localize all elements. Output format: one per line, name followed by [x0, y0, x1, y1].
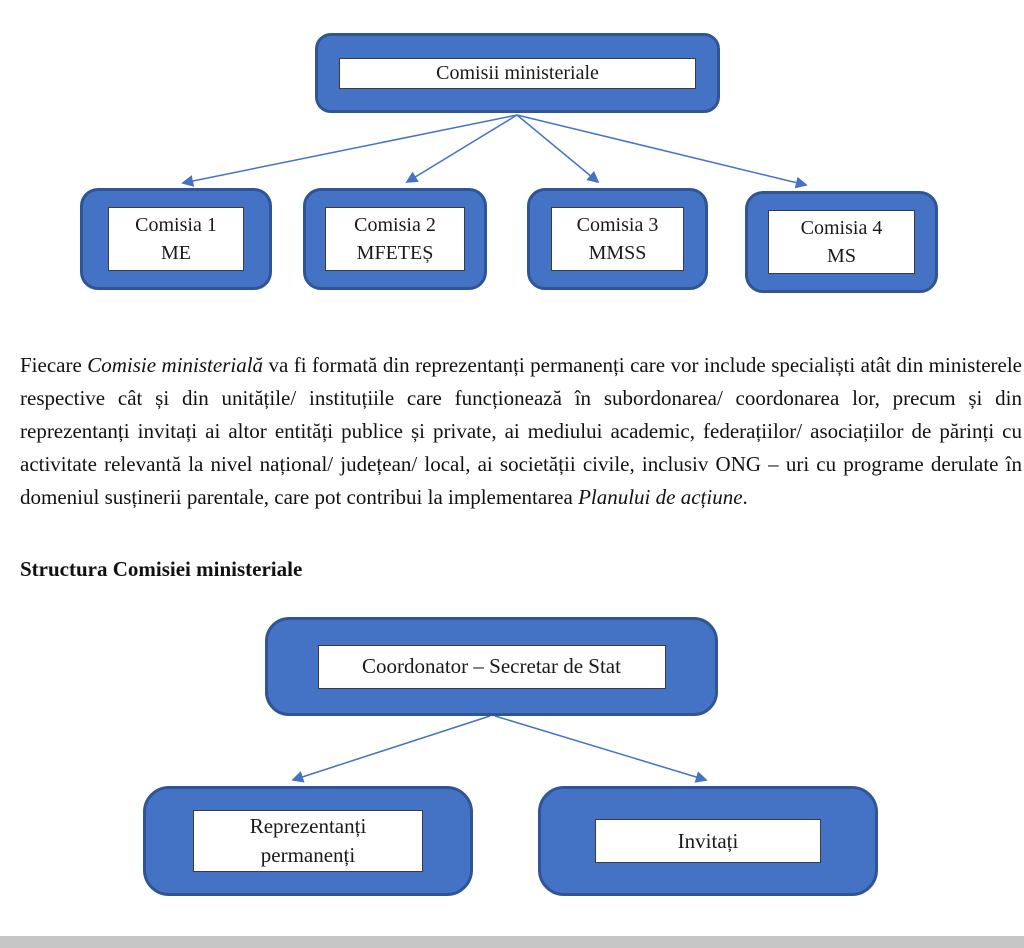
diagram2-child-inner-1 [193, 810, 423, 872]
diagram2-arrows [293, 716, 706, 780]
diagram1-child-inner-3 [551, 207, 684, 271]
diagram2-child2-line1: Invitați [677, 828, 739, 853]
diagram1-child4-line2: MS [827, 245, 856, 267]
paragraph-italic2: Planului de acțiune [578, 485, 743, 509]
diagram2-child-box-2 [538, 786, 878, 896]
diagram1-child3-line1: Comisia 3 [576, 214, 659, 236]
diagram1-child-inner-4 [768, 210, 915, 274]
section-heading: Structura Comisiei ministeriale [20, 557, 303, 581]
diagram1-child1-line2: ME [161, 242, 191, 264]
diagram1-child-box-4 [745, 191, 938, 293]
diagram1-child-box-3 [527, 188, 708, 290]
body-paragraph [20, 349, 1022, 514]
diagram2-root-box [265, 617, 718, 716]
diagram1-root-label: Comisii ministeriale [436, 61, 599, 84]
diagram1-child-inner-2 [325, 207, 465, 271]
paragraph-part2: va fi formată din reprezentanți permanenți care vor include specialiști atât din ministerele respective cât și din unitățile/ instituțiile care funcționează în subordonarea/ coordonarea lor, precum și din reprezentanți invitați ai altor entități publice și private, ai mediului academic, federațiilor/ asociațiilor de părinți cu activitate relevantă la nivel național/ județean/ local, ai societății civile, inclusiv ONG – uri cu programe derulate în domeniul susținerii parentale, care pot contribui la implementarea [20, 353, 1022, 509]
diagram1-child3-line2: MMSS [588, 242, 647, 264]
paragraph-part1: Fiecare [20, 353, 88, 377]
paragraph-italic1: Comisie ministerială [87, 353, 264, 377]
diagram1-root-box [315, 33, 720, 113]
diagram2-child-box-1 [143, 786, 473, 896]
diagram2-child1-line1: Reprezentanți [249, 814, 367, 838]
diagram1-child-inner-1 [108, 207, 244, 271]
diagram1-child2-line1: Comisia 2 [354, 214, 436, 236]
diagram2-root-label: Coordonator – Secretar de Stat [362, 654, 621, 678]
diagram2-child1-line2: permanenți [260, 843, 356, 867]
page-edge [0, 936, 1024, 948]
diagram1-root-inner [339, 58, 696, 89]
diagram1-child2-line2: MFETEȘ [356, 242, 434, 264]
diagram1-child4-line1: Comisia 4 [800, 217, 883, 239]
paragraph-part3: . [742, 485, 748, 509]
diagram1-child1-line1: Comisia 1 [135, 214, 217, 236]
diagram2-child-inner-2 [595, 819, 821, 863]
diagram1-child-box-1 [80, 188, 272, 290]
diagram2-root-inner [318, 645, 666, 689]
diagram1-arrows [183, 115, 806, 185]
diagram1-child-box-2 [303, 188, 487, 290]
